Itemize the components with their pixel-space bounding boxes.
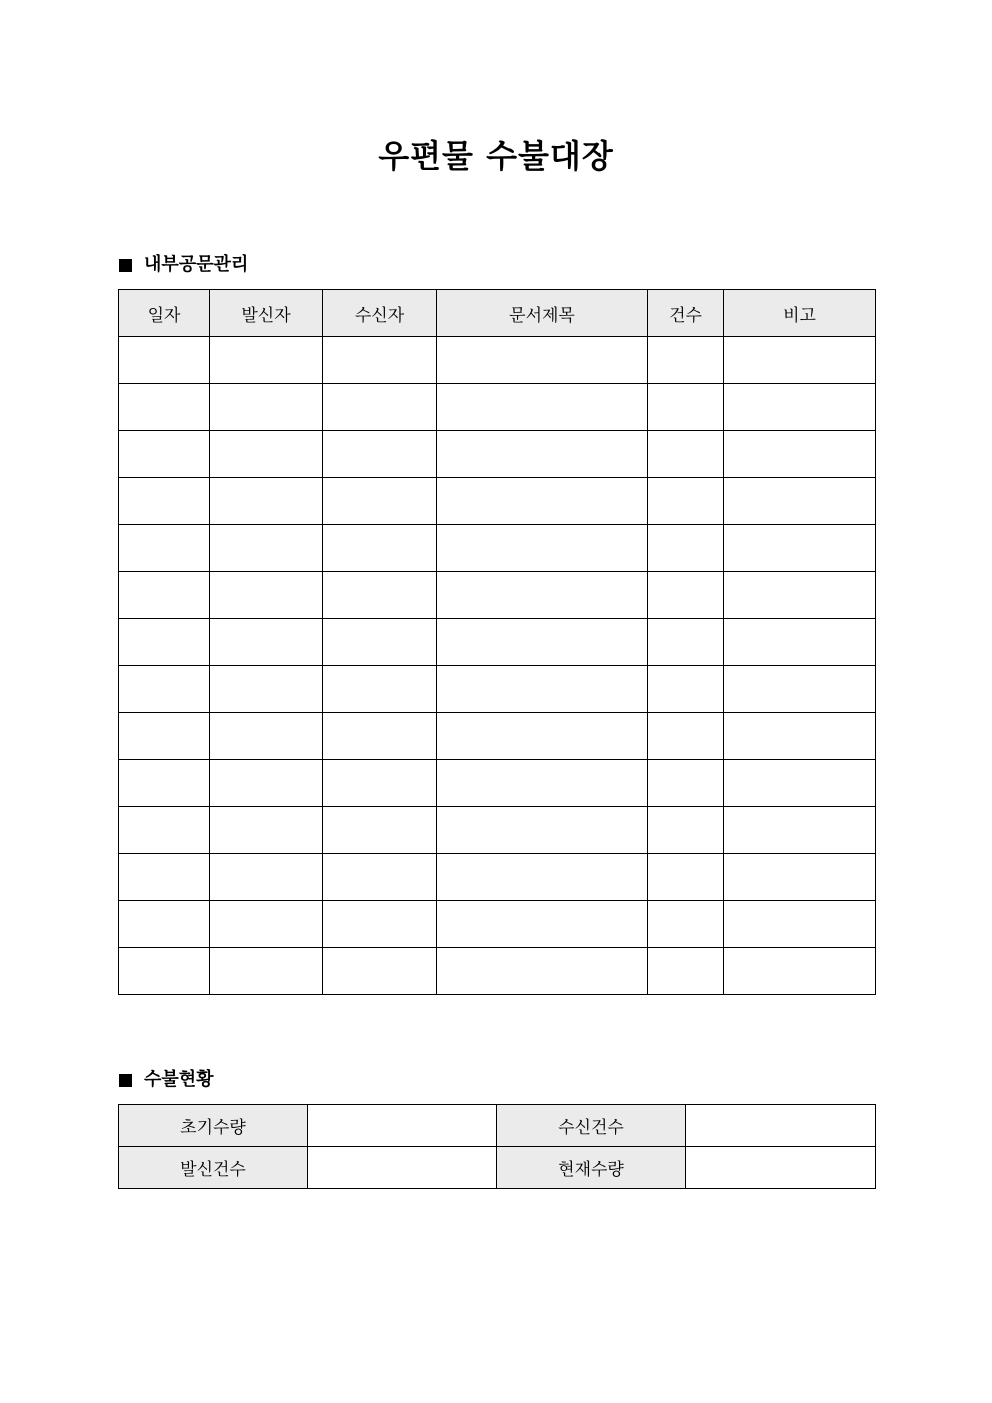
count-cell[interactable] [648,948,724,995]
received-count-value[interactable] [686,1105,876,1147]
table-header-row [119,290,876,337]
table-row [119,337,876,384]
count-cell[interactable] [648,525,724,572]
doc-title-cell[interactable] [437,901,648,948]
remarks-cell[interactable] [724,478,876,525]
internal-docs-table [118,289,876,995]
remarks-cell[interactable] [724,807,876,854]
date-cell[interactable] [119,572,210,619]
count-cell[interactable] [648,337,724,384]
table-row [119,666,876,713]
column-header-sender: 발신자 [210,290,323,337]
recipient-cell[interactable] [323,384,437,431]
recipient-cell[interactable] [323,666,437,713]
recipient-cell[interactable] [323,478,437,525]
date-cell[interactable] [119,431,210,478]
current-quantity-value[interactable] [686,1147,876,1189]
column-header-count: 건수 [648,290,724,337]
recipient-cell[interactable] [323,525,437,572]
count-cell[interactable] [648,384,724,431]
remarks-cell[interactable] [724,760,876,807]
section-heading-label: 수불현황 [144,1069,214,1090]
doc-title-cell[interactable] [437,431,648,478]
doc-title-cell[interactable] [437,619,648,666]
recipient-cell[interactable] [323,901,437,948]
remarks-cell[interactable] [724,901,876,948]
recipient-cell[interactable] [323,713,437,760]
status-row [119,1105,876,1147]
recipient-cell[interactable] [323,854,437,901]
status-row [119,1147,876,1189]
doc-title-cell[interactable] [437,384,648,431]
date-cell[interactable] [119,337,210,384]
column-header-remarks: 비고 [724,290,876,337]
date-cell[interactable] [119,619,210,666]
remarks-cell[interactable] [724,619,876,666]
doc-title-cell[interactable] [437,854,648,901]
sender-cell[interactable] [210,525,323,572]
doc-title-cell[interactable] [437,713,648,760]
date-cell[interactable] [119,666,210,713]
section-heading-label: 내부공문관리 [144,254,249,275]
date-cell[interactable] [119,807,210,854]
recipient-cell[interactable] [323,431,437,478]
count-cell[interactable] [648,431,724,478]
date-cell[interactable] [119,478,210,525]
table-row [119,572,876,619]
sender-cell[interactable] [210,713,323,760]
doc-title-cell[interactable] [437,807,648,854]
sender-cell[interactable] [210,384,323,431]
remarks-cell[interactable] [724,854,876,901]
date-cell[interactable] [119,854,210,901]
count-cell[interactable] [648,572,724,619]
count-cell[interactable] [648,807,724,854]
square-bullet-icon [119,1074,132,1087]
date-cell[interactable] [119,384,210,431]
received-count-label: 수신건수 [497,1105,686,1147]
sender-cell[interactable] [210,948,323,995]
date-cell[interactable] [119,948,210,995]
recipient-cell[interactable] [323,572,437,619]
status-table [118,1104,876,1189]
sender-cell[interactable] [210,854,323,901]
column-header-recipient: 수신자 [323,290,437,337]
table-row [119,478,876,525]
sent-count-value[interactable] [308,1147,497,1189]
sent-count-label: 발신건수 [119,1147,308,1189]
doc-title-cell[interactable] [437,525,648,572]
sender-cell[interactable] [210,431,323,478]
remarks-cell[interactable] [724,384,876,431]
recipient-cell[interactable] [323,807,437,854]
sender-cell[interactable] [210,760,323,807]
doc-title-cell[interactable] [437,478,648,525]
date-cell[interactable] [119,713,210,760]
date-cell[interactable] [119,901,210,948]
count-cell[interactable] [648,619,724,666]
sender-cell[interactable] [210,619,323,666]
recipient-cell[interactable] [323,760,437,807]
count-cell[interactable] [648,854,724,901]
sender-cell[interactable] [210,666,323,713]
table-row [119,713,876,760]
page-title: 우편물 수불대장 [378,137,614,175]
table-row [119,901,876,948]
table-row [119,807,876,854]
remarks-cell[interactable] [724,572,876,619]
initial-quantity-label: 초기수량 [119,1105,308,1147]
remarks-cell[interactable] [724,337,876,384]
table-row [119,948,876,995]
recipient-cell[interactable] [323,337,437,384]
table-row [119,760,876,807]
sender-cell[interactable] [210,901,323,948]
initial-quantity-value[interactable] [308,1105,497,1147]
sender-cell[interactable] [210,572,323,619]
remarks-cell[interactable] [724,666,876,713]
section-heading-internal-docs [119,253,248,277]
sender-cell[interactable] [210,807,323,854]
current-quantity-label: 현재수량 [497,1147,686,1189]
sender-cell[interactable] [210,337,323,384]
doc-title-cell[interactable] [437,760,648,807]
table-row [119,525,876,572]
table-row [119,384,876,431]
doc-title-cell[interactable] [437,337,648,384]
date-cell[interactable] [119,760,210,807]
count-cell[interactable] [648,901,724,948]
doc-title-cell[interactable] [437,948,648,995]
square-bullet-icon [119,259,132,272]
doc-title-cell[interactable] [437,572,648,619]
table-row [119,619,876,666]
column-header-doc-title: 문서제목 [437,290,648,337]
remarks-cell[interactable] [724,431,876,478]
column-header-date: 일자 [119,290,210,337]
count-cell[interactable] [648,760,724,807]
doc-title-cell[interactable] [437,666,648,713]
sender-cell[interactable] [210,478,323,525]
date-cell[interactable] [119,525,210,572]
section-heading-status [119,1068,214,1092]
count-cell[interactable] [648,713,724,760]
recipient-cell[interactable] [323,948,437,995]
remarks-cell[interactable] [724,713,876,760]
table-row [119,431,876,478]
count-cell[interactable] [648,478,724,525]
count-cell[interactable] [648,666,724,713]
remarks-cell[interactable] [724,948,876,995]
remarks-cell[interactable] [724,525,876,572]
recipient-cell[interactable] [323,619,437,666]
table-row [119,854,876,901]
